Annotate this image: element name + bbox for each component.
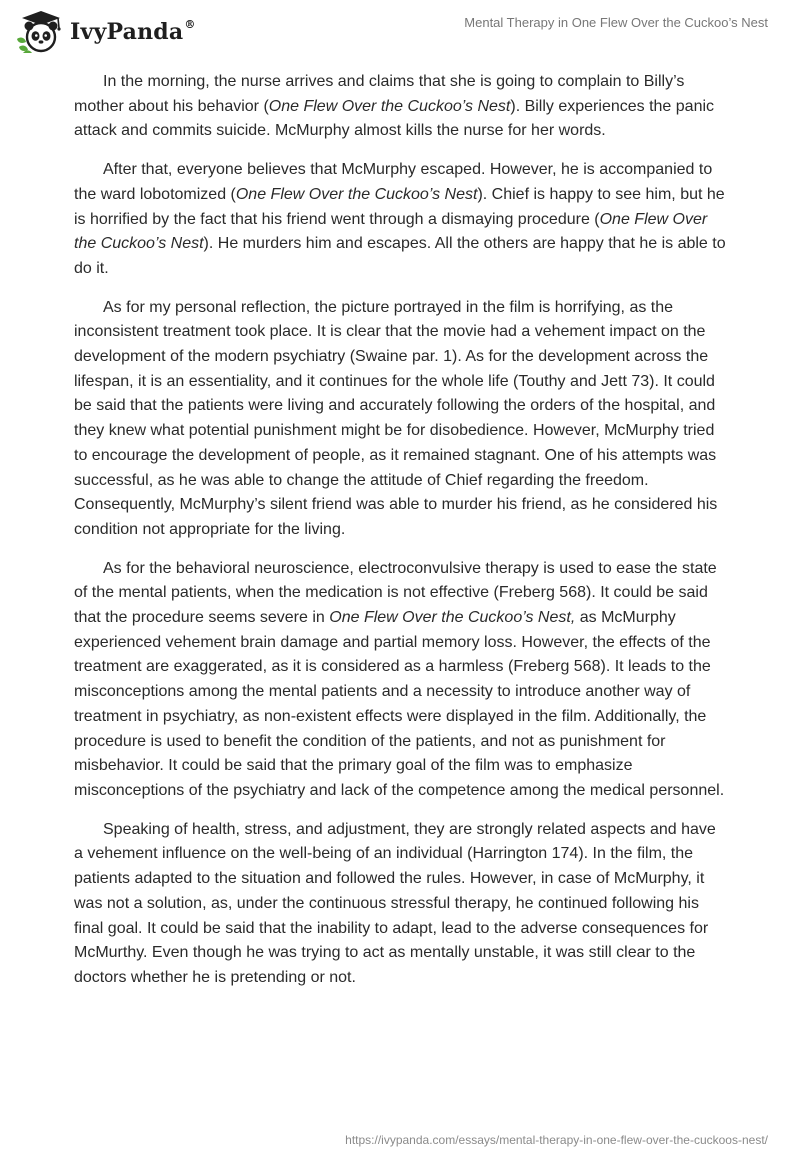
paragraph-3: As for my personal reflection, the picture portrayed in the film is horrifying, as the inconsistent treatment took place. It is clear that the movie had a vehement impact on the development of the modern psychiatry (Swaine par. 1). As for the development across the lifespan, it is an essentiality, and it continues for the whole life (Touthy and Jett 73). It could be said that the patients were living and accurately following the orders of the hospital, and they knew what potential punishment might be for disobedience. However, McMurphy tried to encourage the development of people, as it remained stagnant. One of his attempts was successful, as he was able to change the attitude of Chief regarding the freedom. Consequently, McMurphy’s silent friend was able to murder his friend, as he considered his condition not appropriate for the living. (74, 298, 718, 538)
brand-name: IvyPanda® (70, 18, 196, 45)
paragraph-5: Speaking of health, stress, and adjustment, they are strongly related aspects and have a vehement influence on the well-being of an individual (Harrington 174). In the film, the patients adapted to the situation and followed the rules. However, in case of McMurphy, it was not a solution, as, under the continuous stressful therapy, he continued following his final goal. It could be said that the inability to adapt, lead to the adverse consequences for McMurthy. Even though he was trying to act as mentally unstable, it was still clear to the doctors whether he is pretending or not. (74, 820, 716, 986)
essay-body (74, 70, 726, 1005)
page-header (0, 0, 800, 60)
ivypanda-logo[interactable] (14, 9, 196, 55)
paragraph-2: After that, everyone believes that McMurphy escaped. However, he is accompanied to the ward lobotomized (One Flew Over the Cuckoo’s Nest). Chief is happy to see him, but he is horrified by the fact that his friend went through a dismaying procedure (One Flew Over the Cuckoo’s Nest). He murders him and escapes. All the others are happy that he is able to do it. (74, 161, 726, 277)
paragraph-1: In the morning, the nurse arrives and claims that she is going to complain to Billy’s mother about his behavior (One Flew Over the Cuckoo’s Nest). Billy experiences the panic attack and commits suicide. McMurphy almost kills the nurse for her words. (74, 73, 715, 140)
panda-graduate-icon (14, 9, 64, 55)
source-url[interactable]: https://ivypanda.com/essays/mental-therapy-in-one-flew-over-the-cuckoos-nest/ (345, 1133, 768, 1147)
paragraph-4: As for the behavioral neuroscience, electroconvulsive therapy is used to ease the state of the mental patients, when the medication is not effective (Freberg 568). It could be said that the procedure seems severe in One Flew Over the Cuckoo’s Nest, as McMurphy experienced vehement brain damage and partial memory loss. However, the effects of the treatment are exaggerated, as it is considered as a harmless (Freberg 568). It leads to the misconceptions among the mental patients and a necessity to introduce another way of treatment in psychiatry, as non-existent effects were displayed in the film. Additionally, the procedure is used to benefit the condition of the patients, and not as punishment for misbehavior. It could be said that the primary goal of the film was to emphasize misconceptions of the psychiatry and lack of the competence among the medical personnel. (74, 559, 725, 799)
document-title: Mental Therapy in One Flew Over the Cuckoo’s Nest (464, 15, 768, 30)
registered-mark: ® (184, 18, 196, 31)
